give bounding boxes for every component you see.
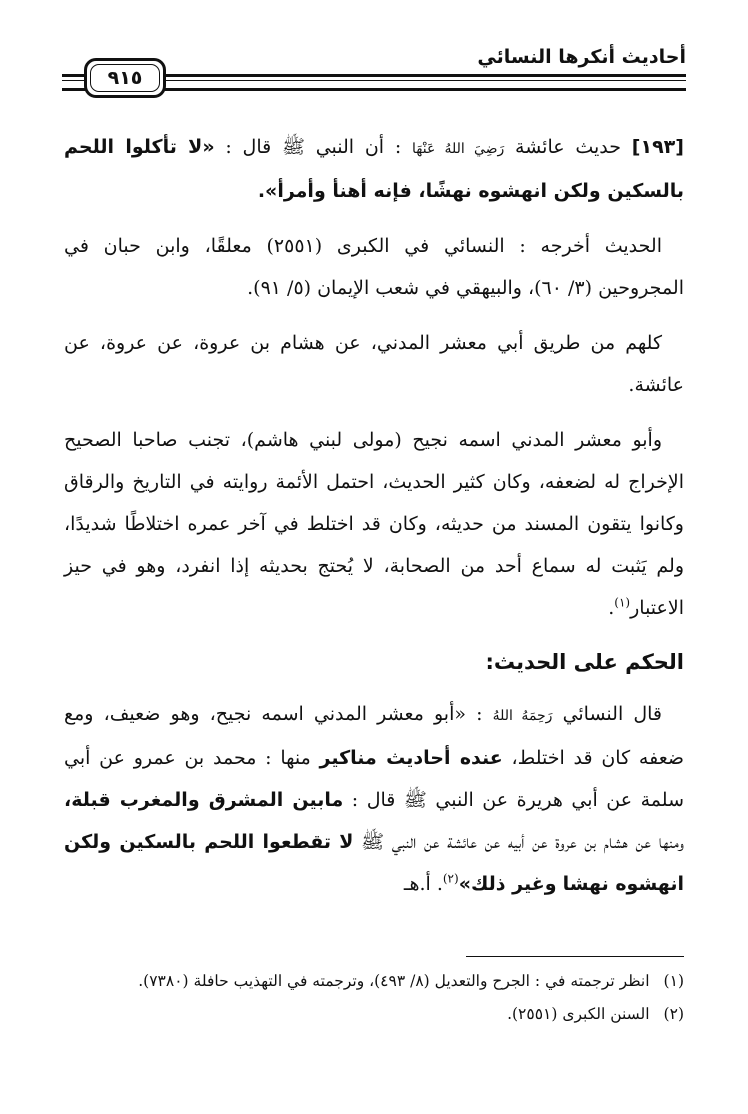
ruling-bold-1: عنده أحاديث مناكير bbox=[319, 747, 503, 769]
ruling-heading: الحكم على الحديث: bbox=[485, 650, 684, 674]
footnote-ref-1[interactable]: (١) bbox=[614, 595, 631, 610]
footnote-text: السنن الكبرى (٢٥٥١). bbox=[507, 1005, 650, 1023]
ruling-paragraph bbox=[64, 693, 684, 905]
narrator-text: وأبو معشر المدني اسمه نجيح (مولى لبني هاشم)، تجنب صاحبا الصحيح الإخراج له لضعفه، وكان كثير الحديث، احتمل الأئمة روايته في التاريخ والرقاق وكانوا يتقون المسند من حديثه، وكان قد اختلط في آخر عمره اختلاطًا شديدًا، ولم يَثبت له سماع أحد من الصحابة، لا يُحتج بحديثه إذا انفرد، وهو في حيز الاعتبار bbox=[64, 429, 684, 619]
footnote-separator bbox=[466, 956, 684, 957]
ruling-f: وغير ذلك» bbox=[458, 873, 557, 895]
hadith-mid: : أن النبي bbox=[315, 136, 402, 158]
footnote-ref-2[interactable]: (٢) bbox=[442, 871, 459, 886]
hadith-number: [١٩٣] bbox=[631, 136, 684, 158]
page-content bbox=[64, 126, 684, 905]
footnotes bbox=[64, 966, 684, 1032]
ruling-b: : «أبو معشر المدني اسمه نجيح، وهو ضعيف، ومع ضعفه كان قد اختلط، bbox=[64, 703, 684, 769]
running-title: أحاديث أنكرها النسائي bbox=[477, 46, 686, 68]
narrator-paragraph bbox=[64, 419, 684, 629]
ruling-d: قال : bbox=[351, 789, 396, 811]
footnote-2 bbox=[64, 999, 684, 1029]
ruling-c: منها : محمد بن عمرو عن أبي سلمة عن أبي هريرة عن النبي bbox=[64, 747, 684, 811]
ruling-g: . أ.هـ bbox=[403, 873, 443, 895]
ruling-e: ومنها عن هشام بن عروة عن أبيه عن عائشة عن النبي bbox=[391, 831, 684, 853]
page-number: ٩١٥ bbox=[107, 67, 143, 89]
ruling-bold-3: لا تقطعوا اللحم بالسكين ولكن انهشوه نهشا bbox=[64, 831, 684, 895]
hadith-matn: «لا تأكلوا اللحم بالسكين ولكن انهشوه نهشًا، فإنه أهنأ وأمرأ». bbox=[64, 136, 684, 202]
salutation-prophet: ﷺ bbox=[281, 136, 305, 158]
ruling-salutation-prophet-1: ﷺ bbox=[403, 789, 427, 811]
hadith-text bbox=[64, 126, 684, 212]
ruling-salutation-prophet-2: ﷺ bbox=[361, 831, 385, 853]
salutation-nasai: رَحِمَهُ اللهُ bbox=[492, 708, 553, 724]
hadith-said: قال : bbox=[225, 136, 272, 158]
salutation-aisha: رَضِيَ اللهُ عَنْهَا bbox=[412, 141, 505, 157]
takhrij-paragraph-2: كلهم من طريق أبي معشر المدني، عن هشام بن عروة، عن عروة، عن عائشة. bbox=[64, 332, 684, 396]
ruling-bold-2: مابين المشرق والمغرب قبلة، bbox=[64, 789, 344, 811]
footnote-number: (٢) bbox=[663, 1005, 684, 1023]
footnote-number: (١) bbox=[663, 972, 684, 990]
narrator-end: . bbox=[608, 597, 615, 619]
hadith-intro: حديث عائشة bbox=[515, 136, 622, 158]
footnote-text: انظر ترجمته في : الجرح والتعديل (٨/ ٤٩٣)، وترجمته في التهذيب حافلة (٧٣٨٠). bbox=[138, 972, 650, 990]
footnote-1 bbox=[64, 966, 684, 996]
takhrij-paragraph-1: الحديث أخرجه : النسائي في الكبرى (٢٥٥١) معلقًا، وابن حبان في المجروحين (٣/ ٦٠)، والبيهقي في شعب الإيمان (٥/ ٩١). bbox=[64, 235, 684, 299]
page-number-frame bbox=[84, 58, 166, 98]
ruling-a: قال النسائي bbox=[562, 703, 663, 725]
